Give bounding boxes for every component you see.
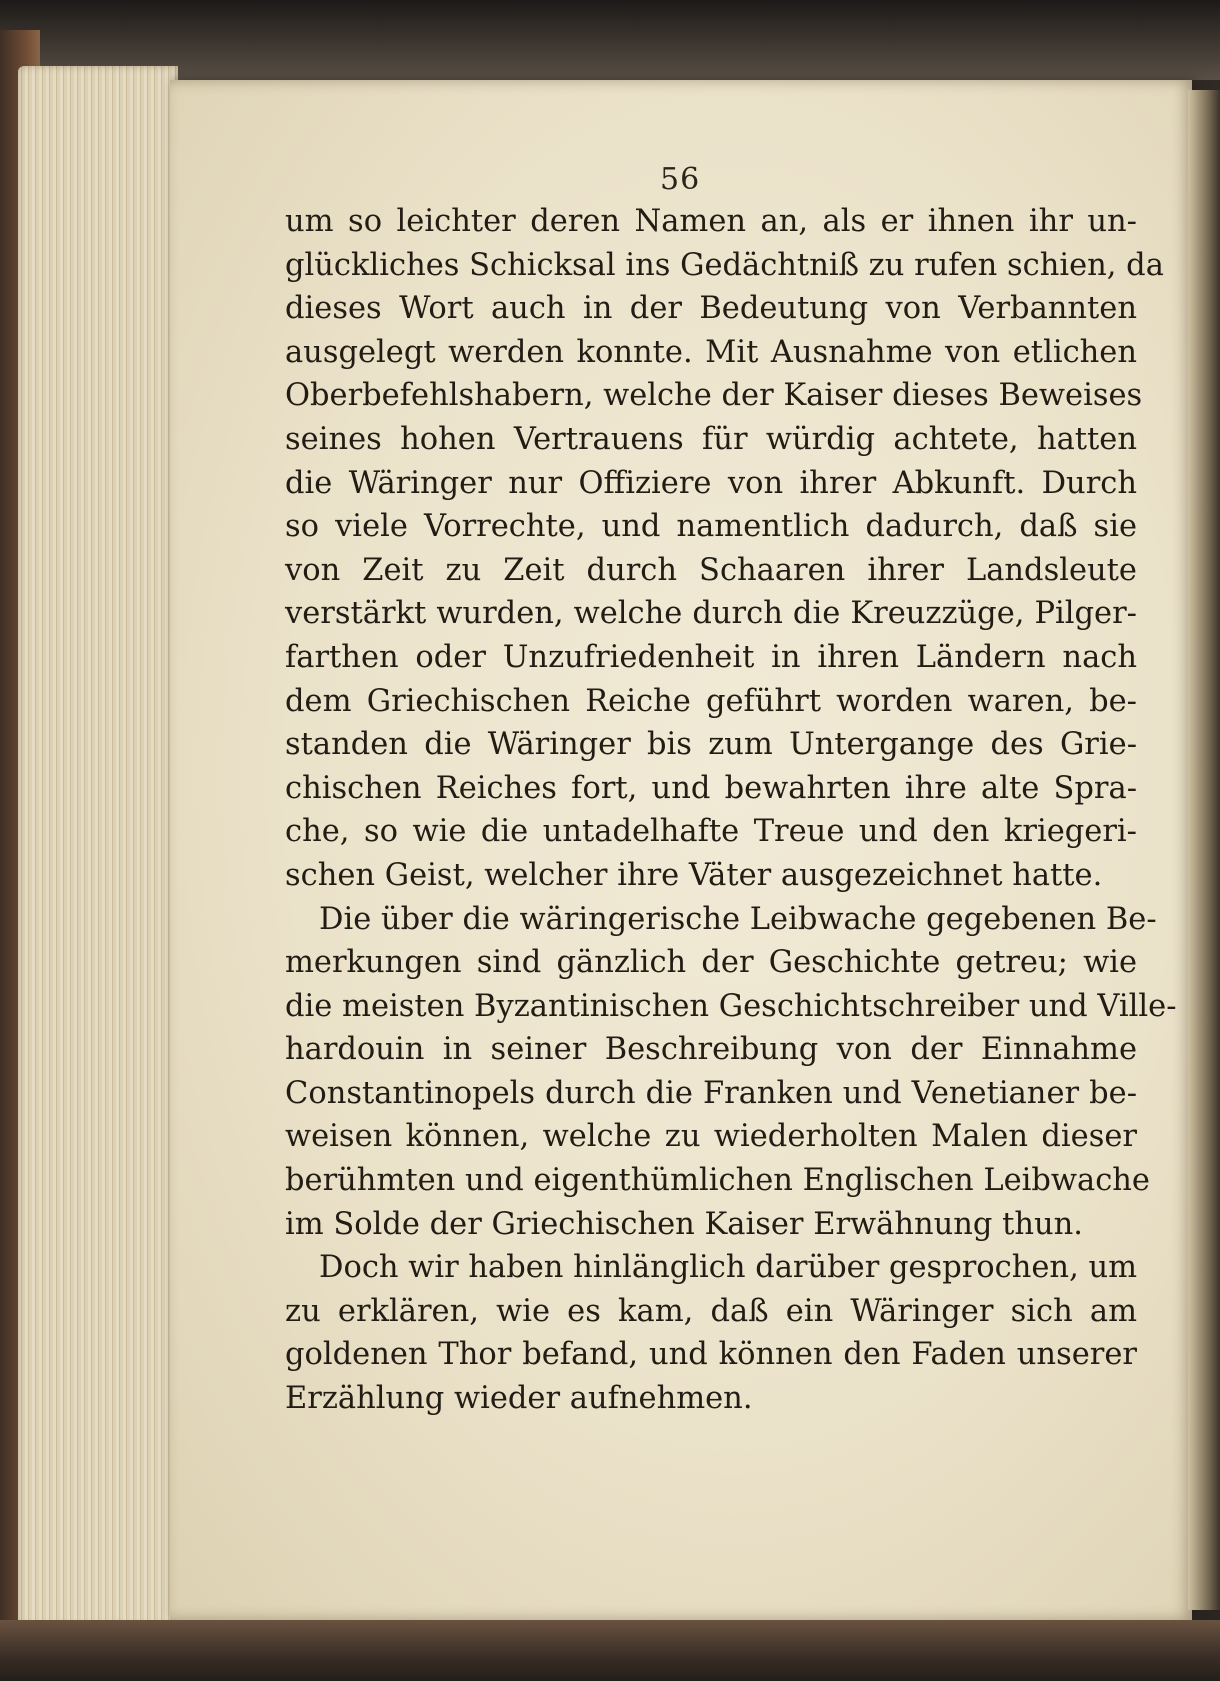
text-line: seines hohen Vertrauens für würdig achtete, hatten: [285, 421, 1137, 457]
text-line: weisen können, welche zu wiederholten Malen dieser: [285, 1119, 1137, 1155]
text-line: zu erklären, wie es kam, daß ein Wäringer sich am: [285, 1293, 1137, 1329]
text-line: glückliches Schicksal ins Gedächtniß zu rufen schien, da: [285, 247, 1164, 283]
text-line: die meisten Byzantinischen Geschichtschreiber und Ville-: [285, 988, 1177, 1024]
text-line: chischen Reiches fort, und bewahrten ihre alte Spra-: [285, 770, 1137, 806]
text-line: Oberbefehlshabern, welche der Kaiser dieses Beweises: [285, 378, 1143, 414]
page-number: 56: [660, 162, 701, 197]
text-line: so viele Vorrechte, und namentlich dadurch, daß sie: [285, 509, 1137, 545]
text-line: farthen oder Unzufriedenheit in ihren Ländern nach: [285, 639, 1137, 675]
text-line: um so leichter deren Namen an, als er ihnen ihr un-: [285, 204, 1137, 239]
text-line: Doch wir haben hinlänglich darüber gesprochen, um: [319, 1250, 1138, 1286]
text-line: standen die Wäringer bis zum Untergange des Grie-: [285, 727, 1137, 763]
text-line: dieses Wort auch in der Bedeutung von Verbannten: [285, 291, 1137, 327]
page-gutter-shadow: [1188, 90, 1220, 1610]
page-text: [285, 200, 1177, 1421]
text-line: berühmten und eigenthümlichen Englischen Leibwache: [285, 1163, 1150, 1199]
text-line: merkungen sind gänzlich der Geschichte getreu; wie: [285, 945, 1137, 981]
text-line: von Zeit zu Zeit durch Schaaren ihrer Landsleute: [285, 552, 1137, 588]
text-line: im Solde der Griechischen Kaiser Erwähnung thun.: [285, 1206, 1084, 1242]
text-line: schen Geist, welcher ihre Väter ausgezeichnet hatte.: [285, 857, 1103, 893]
paragraph-3: [285, 1246, 1137, 1420]
text-line: Constantinopels durch die Franken und Venetianer be-: [285, 1075, 1137, 1111]
text-line: Erzählung wieder aufnehmen.: [285, 1381, 753, 1417]
text-line: verstärkt wurden, welche durch die Kreuzzüge, Pilger-: [285, 596, 1137, 632]
paragraph-2: [285, 898, 1177, 1247]
text-line: Die über die wäringerische Leibwache gegebenen Be-: [319, 901, 1157, 937]
text-line: ausgelegt werden konnte. Mit Ausnahme von etlichen: [285, 334, 1137, 370]
book-cover-top: [0, 0, 1220, 80]
page-stack-edges: [18, 66, 178, 1626]
text-line: die Wäringer nur Offiziere von ihrer Abkunft. Durch: [285, 465, 1137, 501]
paragraph-1: [285, 200, 1164, 898]
text-line: dem Griechischen Reiche geführt worden waren, be-: [285, 683, 1137, 719]
book-cover-bottom: [0, 1620, 1220, 1681]
text-line: hardouin in seiner Beschreibung von der Einnahme: [285, 1032, 1137, 1068]
text-line: che, so wie die untadelhafte Treue und den kriegeri-: [285, 814, 1137, 850]
text-line: goldenen Thor befand, und können den Faden unserer: [285, 1337, 1137, 1373]
